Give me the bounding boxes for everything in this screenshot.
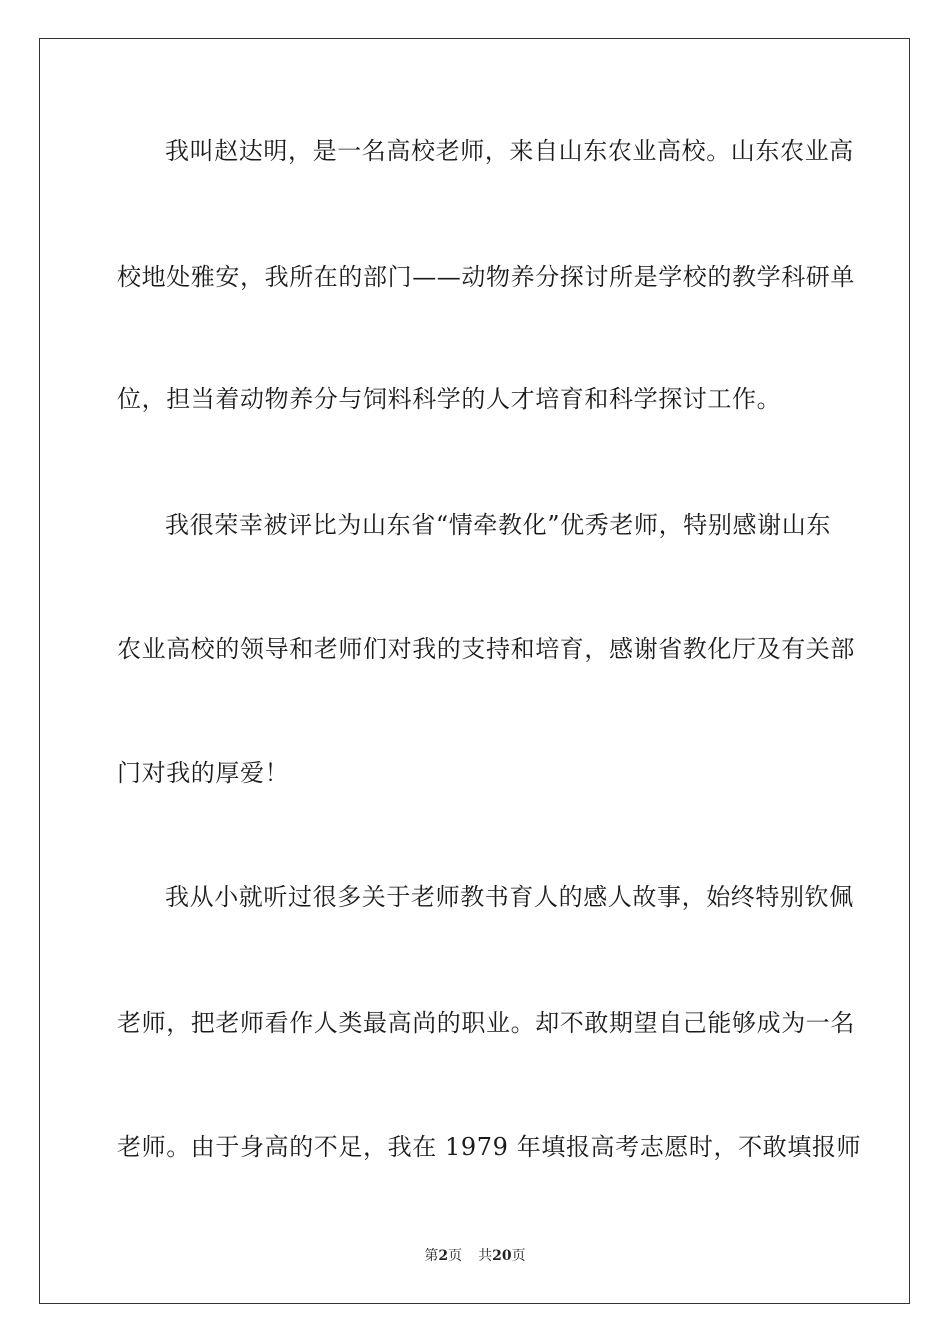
- page-border: [39, 38, 910, 1304]
- paragraph-3-line-1: 我从小就听过很多关于老师教书育人的感人故事，始终特别钦佩: [165, 883, 854, 911]
- paragraph-3-line-3: 老师。由于身高的不足，我在 1979 年填报高考志愿时，不敢填报师: [117, 1133, 862, 1161]
- page-suffix: 页: [448, 1248, 463, 1264]
- page-prefix: 第: [424, 1248, 439, 1264]
- paragraph-2-line-2: 农业高校的领导和老师们对我的支持和培育，感谢省教化厅及有关部: [117, 635, 855, 663]
- total-suffix: 页: [511, 1248, 526, 1264]
- page-number: 2: [438, 1248, 449, 1264]
- total-pages: 20: [492, 1248, 512, 1264]
- paragraph-2-line-3: 门对我的厚爱！: [117, 759, 290, 787]
- paragraph-1-line-2: 校地处雅安，我所在的部门——动物养分探讨所是学校的教学科研单: [117, 263, 855, 291]
- paragraph-2-line-1: 我很荣幸被评比为山东省“情牵教化”优秀老师，特别感谢山东: [165, 511, 831, 539]
- paragraph-3-line-2: 老师，把老师看作人类最高尚的职业。却不敢期望自己能够成为一名: [117, 1009, 855, 1037]
- page-footer: [0, 1246, 950, 1266]
- paragraph-1-line-1: 我叫赵达明，是一名高校老师，来自山东农业高校。山东农业高: [165, 137, 854, 165]
- total-prefix: 共: [478, 1248, 493, 1264]
- paragraph-1-line-3: 位，担当着动物养分与饲料科学的人才培育和科学探讨工作。: [117, 385, 782, 413]
